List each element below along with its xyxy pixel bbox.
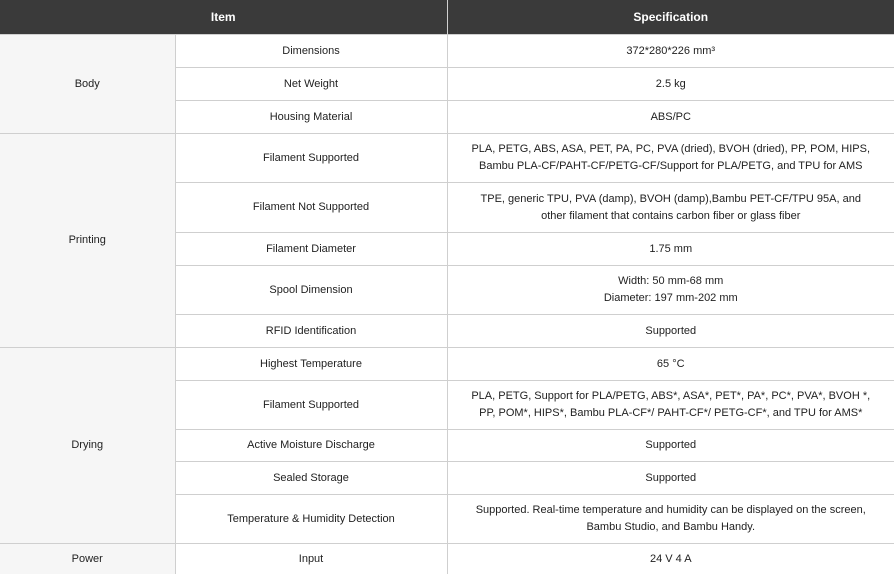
table-row bbox=[0, 348, 894, 381]
item-cell: Dimensions bbox=[175, 35, 447, 68]
spec-cell: Supported bbox=[447, 462, 894, 495]
item-cell: Filament Supported bbox=[175, 134, 447, 183]
item-cell: Sealed Storage bbox=[175, 462, 447, 495]
spec-cell: Supported. Real-time temperature and humidity can be displayed on the screen, Bambu Studio, and Bambu Handy. bbox=[447, 495, 894, 544]
item-cell: Housing Material bbox=[175, 101, 447, 134]
item-cell: Filament Diameter bbox=[175, 233, 447, 266]
item-cell: Input bbox=[175, 544, 447, 574]
spec-cell: Supported bbox=[447, 430, 894, 462]
specification-column-header: Specification bbox=[447, 0, 894, 35]
spec-cell: PLA, PETG, ABS, ASA, PET, PA, PC, PVA (dried), BVOH (dried), PP, POM, HIPS, Bambu PLA-CF/PAHT-CF/PETG-CF/Support for PLA/PETG, and TPU for AMS bbox=[447, 134, 894, 183]
spec-cell: 1.75 mm bbox=[447, 233, 894, 266]
spec-cell: ABS/PC bbox=[447, 101, 894, 134]
group-label-drying: Drying bbox=[0, 348, 175, 544]
spec-cell: PLA, PETG, Support for PLA/PETG, ABS*, ASA*, PET*, PA*, PC*, PVA*, BVOH *, PP, POM*, HIPS*, Bambu PLA-CF*/ PAHT-CF*/ PETG-CF*, and TPU for AMS* bbox=[447, 381, 894, 430]
table-row bbox=[0, 35, 894, 68]
item-cell: Highest Temperature bbox=[175, 348, 447, 381]
item-cell: Filament Supported bbox=[175, 381, 447, 430]
item-cell: Temperature & Humidity Detection bbox=[175, 495, 447, 544]
item-cell: RFID Identification bbox=[175, 315, 447, 348]
table-header bbox=[0, 0, 894, 35]
item-column-header: Item bbox=[0, 0, 447, 35]
group-label-power: Power bbox=[0, 544, 175, 574]
spool-width: Width: 50 mm-68 mm bbox=[618, 275, 723, 287]
item-cell: Spool Dimension bbox=[175, 266, 447, 315]
spec-cell: Supported bbox=[447, 315, 894, 348]
spec-cell: 2.5 kg bbox=[447, 68, 894, 101]
spec-cell bbox=[447, 266, 894, 315]
spec-cell: 65 °C bbox=[447, 348, 894, 381]
spec-cell: 372*280*226 mm³ bbox=[447, 35, 894, 68]
spec-cell: TPE, generic TPU, PVA (damp), BVOH (damp),Bambu PET-CF/TPU 95A, and other filament that contains carbon fiber or glass fiber bbox=[447, 183, 894, 233]
table-body bbox=[0, 35, 894, 574]
item-cell: Active Moisture Discharge bbox=[175, 430, 447, 462]
table-row bbox=[0, 544, 894, 574]
item-cell: Filament Not Supported bbox=[175, 183, 447, 233]
table-row bbox=[0, 134, 894, 183]
group-label-printing: Printing bbox=[0, 134, 175, 348]
item-cell: Net Weight bbox=[175, 68, 447, 101]
spool-diameter: Diameter: 197 mm-202 mm bbox=[604, 292, 738, 304]
spec-cell: 24 V 4 A bbox=[447, 544, 894, 574]
group-label-body: Body bbox=[0, 35, 175, 134]
